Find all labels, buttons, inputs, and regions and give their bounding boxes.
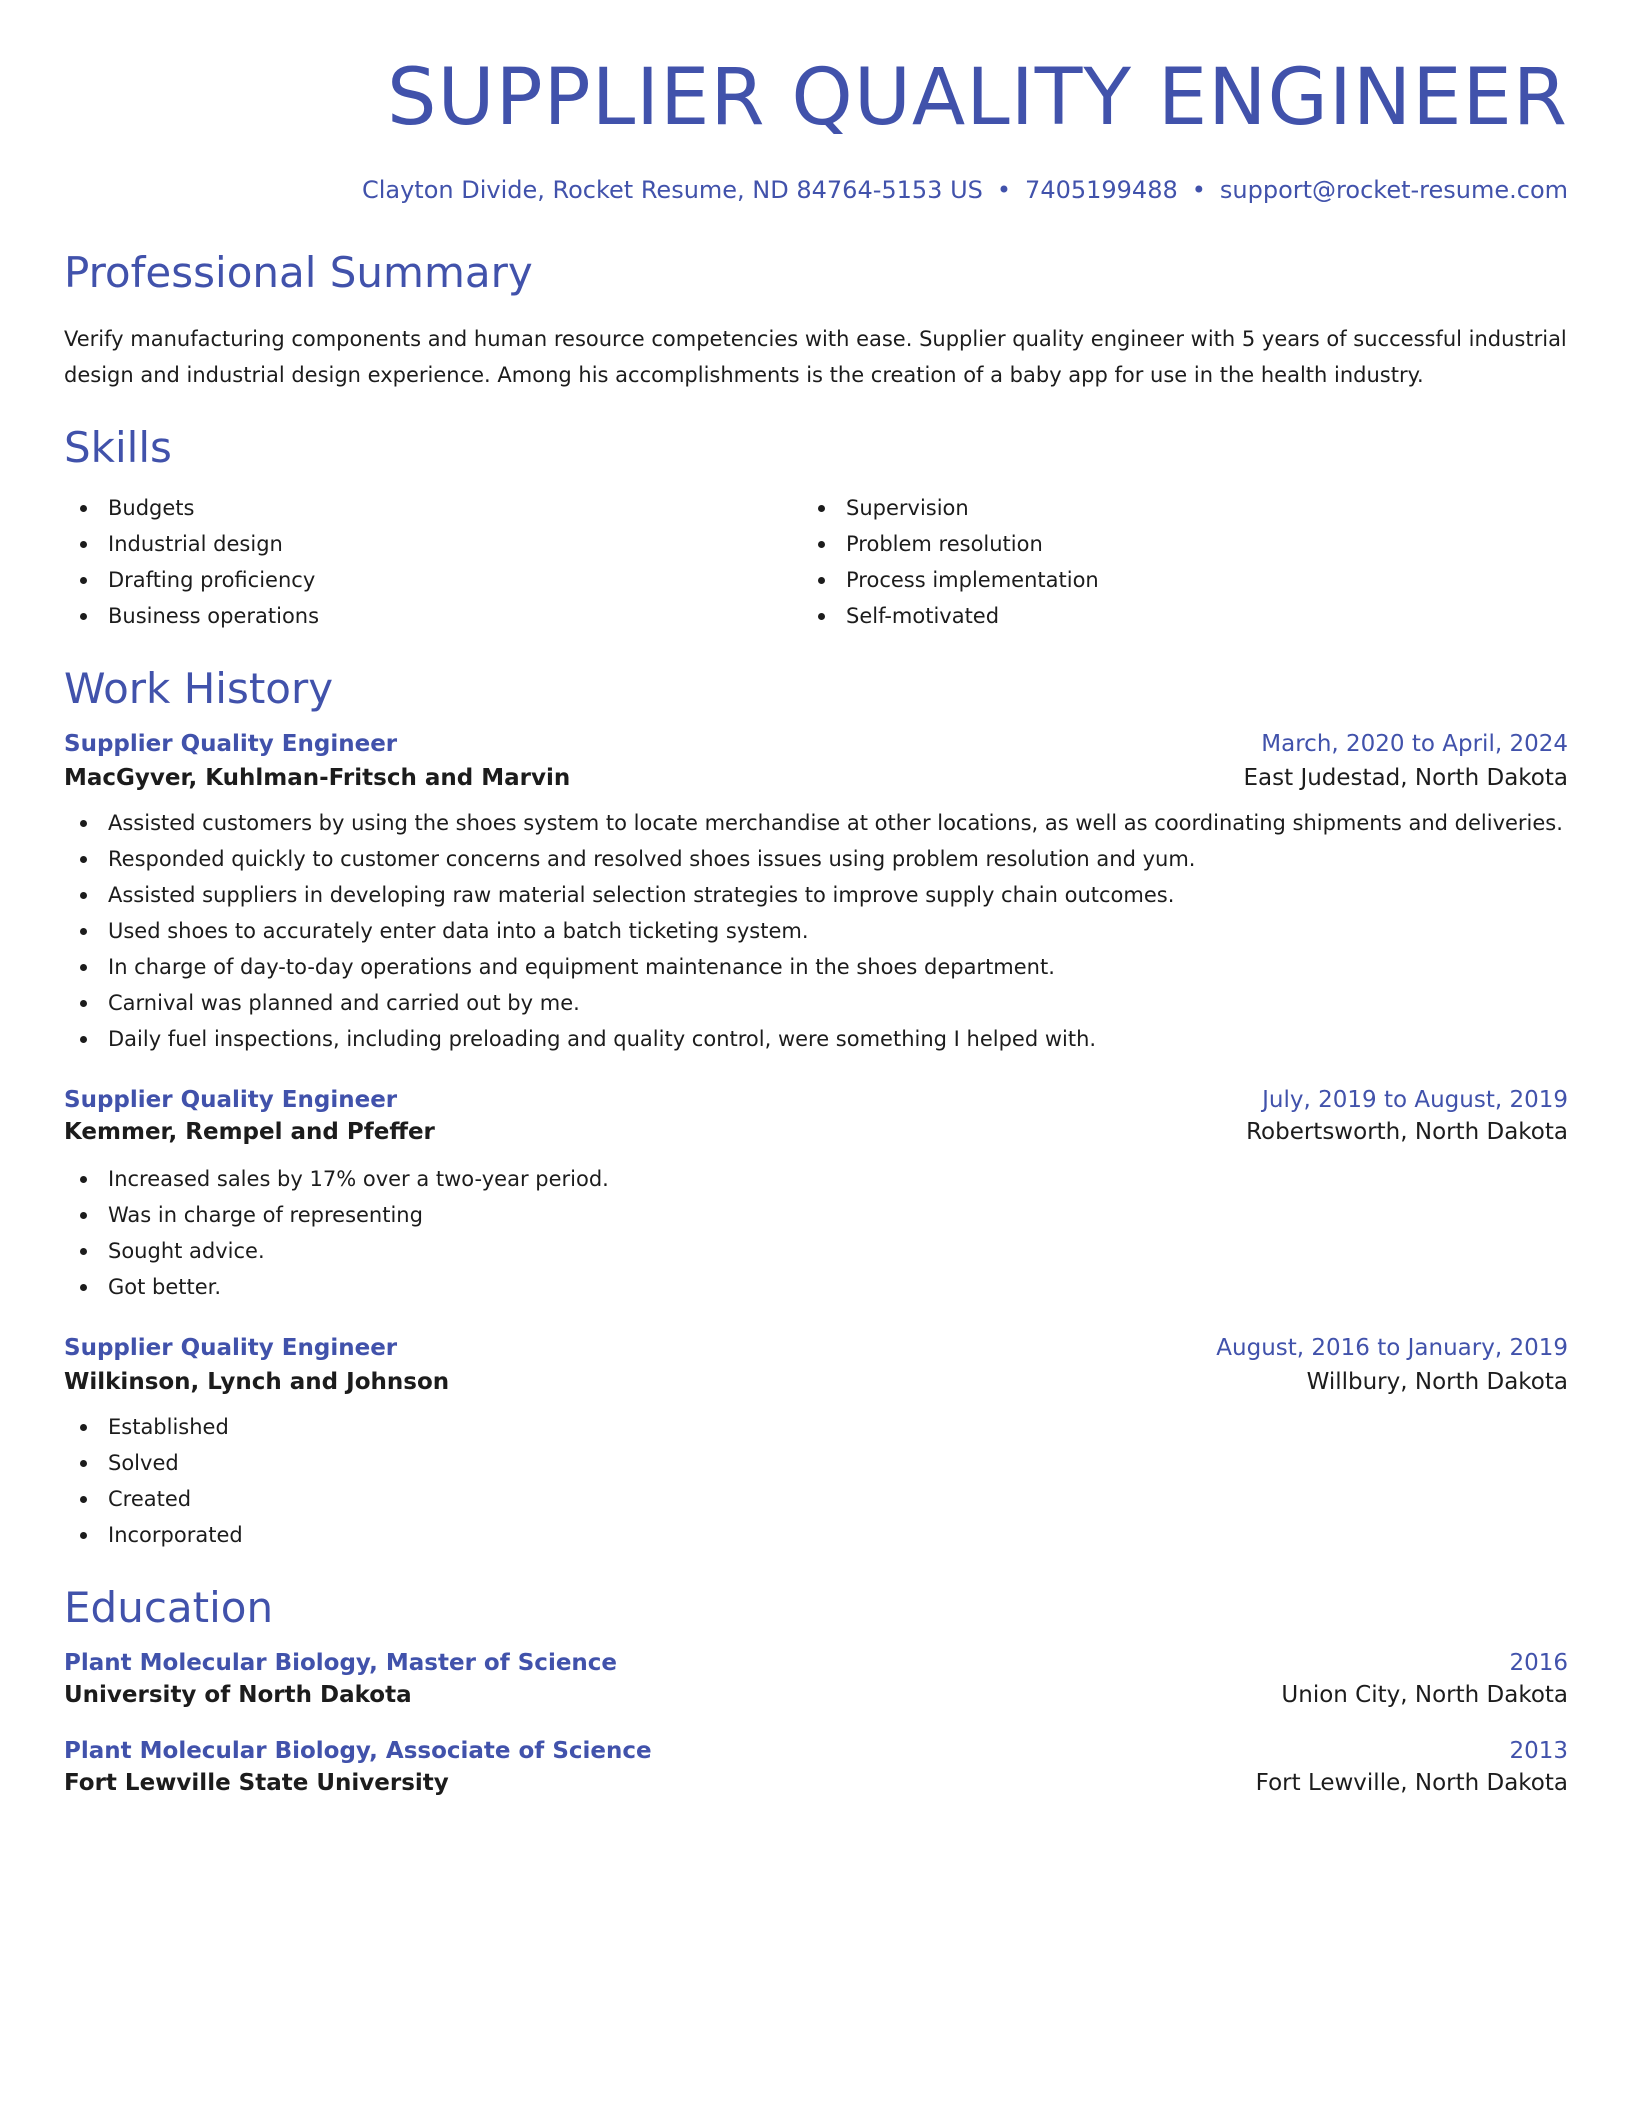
job-dates: August, 2016 to January, 2019 <box>1216 1334 1568 1361</box>
contact-line <box>64 176 1568 204</box>
skills-column-right <box>802 490 1540 634</box>
skill-item: Drafting proficiency <box>64 562 802 598</box>
job-company: Wilkinson, Lynch and Johnson <box>64 1368 450 1395</box>
skill-item: Budgets <box>64 490 802 526</box>
job-bullet: Incorporated <box>64 1517 1568 1553</box>
contact-address: Clayton Divide, Rocket Resume, ND 84764-5153 US <box>361 175 983 204</box>
education-year: 2016 <box>1509 1649 1568 1676</box>
job-company: Kemmer, Rempel and Pfeffer <box>64 1118 435 1145</box>
job-title: Supplier Quality Engineer <box>64 730 398 757</box>
skills-list <box>64 490 1568 634</box>
contact-separator: • <box>996 175 1012 204</box>
job-bullet: Carnival was planned and carried out by me. <box>64 985 1568 1021</box>
job-bullet: In charge of day-to-day operations and equipment maintenance in the shoes department. <box>64 949 1568 985</box>
job-entry <box>64 1087 1568 1305</box>
skill-item: Supervision <box>802 490 1540 526</box>
job-entry <box>64 731 1568 1057</box>
job-bullet: Daily fuel inspections, including preloading and quality control, were something I helped with. <box>64 1021 1568 1057</box>
skill-item: Business operations <box>64 598 802 634</box>
skills-heading: Skills <box>64 422 172 472</box>
education-school: Fort Lewville State University <box>64 1769 449 1796</box>
job-bullets <box>64 805 1568 1057</box>
job-entry <box>64 1335 1568 1553</box>
job-bullets <box>64 1161 1568 1305</box>
job-bullet: Created <box>64 1481 1568 1517</box>
skills-column-left <box>64 490 802 634</box>
summary-text: Verify manufacturing components and human resource competencies with ease. Supplier quality engineer with 5 years of successful industrial design and industrial design experience. Among his accomplishments is the creation of a baby app for use in the health industry. <box>64 326 1567 387</box>
contact-email: support@rocket-resume.com <box>1219 175 1568 204</box>
job-location: Willbury, North Dakota <box>1306 1368 1568 1395</box>
job-bullet: Got better. <box>64 1269 1568 1305</box>
contact-separator: • <box>1191 175 1206 204</box>
education-degree: Plant Molecular Biology, Master of Science <box>64 1649 618 1676</box>
job-bullet: Solved <box>64 1445 1568 1481</box>
job-title: Supplier Quality Engineer <box>64 1086 398 1113</box>
job-dates: July, 2019 to August, 2019 <box>1262 1086 1568 1113</box>
job-bullet: Was in charge of representing <box>64 1197 1568 1233</box>
job-bullet: Established <box>64 1409 1568 1445</box>
education-entry <box>64 1738 1568 1796</box>
education-school: University of North Dakota <box>64 1681 412 1708</box>
job-bullet: Sought advice. <box>64 1233 1568 1269</box>
job-bullet: Used shoes to accurately enter data into a batch ticketing system. <box>64 913 1568 949</box>
job-title: Supplier Quality Engineer <box>64 1334 398 1361</box>
education-location: Union City, North Dakota <box>1281 1681 1568 1708</box>
summary-heading: Professional Summary <box>64 247 533 297</box>
job-dates: March, 2020 to April, 2024 <box>1261 730 1568 757</box>
job-location: East Judestad, North Dakota <box>1243 764 1568 791</box>
skill-item: Self-motivated <box>802 598 1540 634</box>
education-location: Fort Lewville, North Dakota <box>1255 1769 1568 1796</box>
education-year: 2013 <box>1509 1737 1568 1764</box>
skill-item: Industrial design <box>64 526 802 562</box>
job-bullet: Responded quickly to customer concerns and resolved shoes issues using problem resolution and yum. <box>64 841 1568 877</box>
education-entry <box>64 1650 1568 1708</box>
job-bullet: Increased sales by 17% over a two-year period. <box>64 1161 1568 1197</box>
contact-phone: 7405199488 <box>1025 175 1178 204</box>
education-heading: Education <box>64 1582 274 1632</box>
work-heading: Work History <box>64 663 334 713</box>
job-bullets <box>64 1409 1568 1553</box>
job-bullet: Assisted customers by using the shoes system to locate merchandise at other locations, as well as coordinating shipments and deliveries. <box>64 805 1568 841</box>
skill-item: Process implementation <box>802 562 1540 598</box>
job-location: Robertsworth, North Dakota <box>1246 1118 1568 1145</box>
job-bullet: Assisted suppliers in developing raw material selection strategies to improve supply chain outcomes. <box>64 877 1568 913</box>
skill-item: Problem resolution <box>802 526 1540 562</box>
job-company: MacGyver, Kuhlman-Fritsch and Marvin <box>64 764 571 791</box>
education-degree: Plant Molecular Biology, Associate of Science <box>64 1737 652 1764</box>
resume-name: SUPPLIER QUALITY ENGINEER <box>387 53 1568 143</box>
